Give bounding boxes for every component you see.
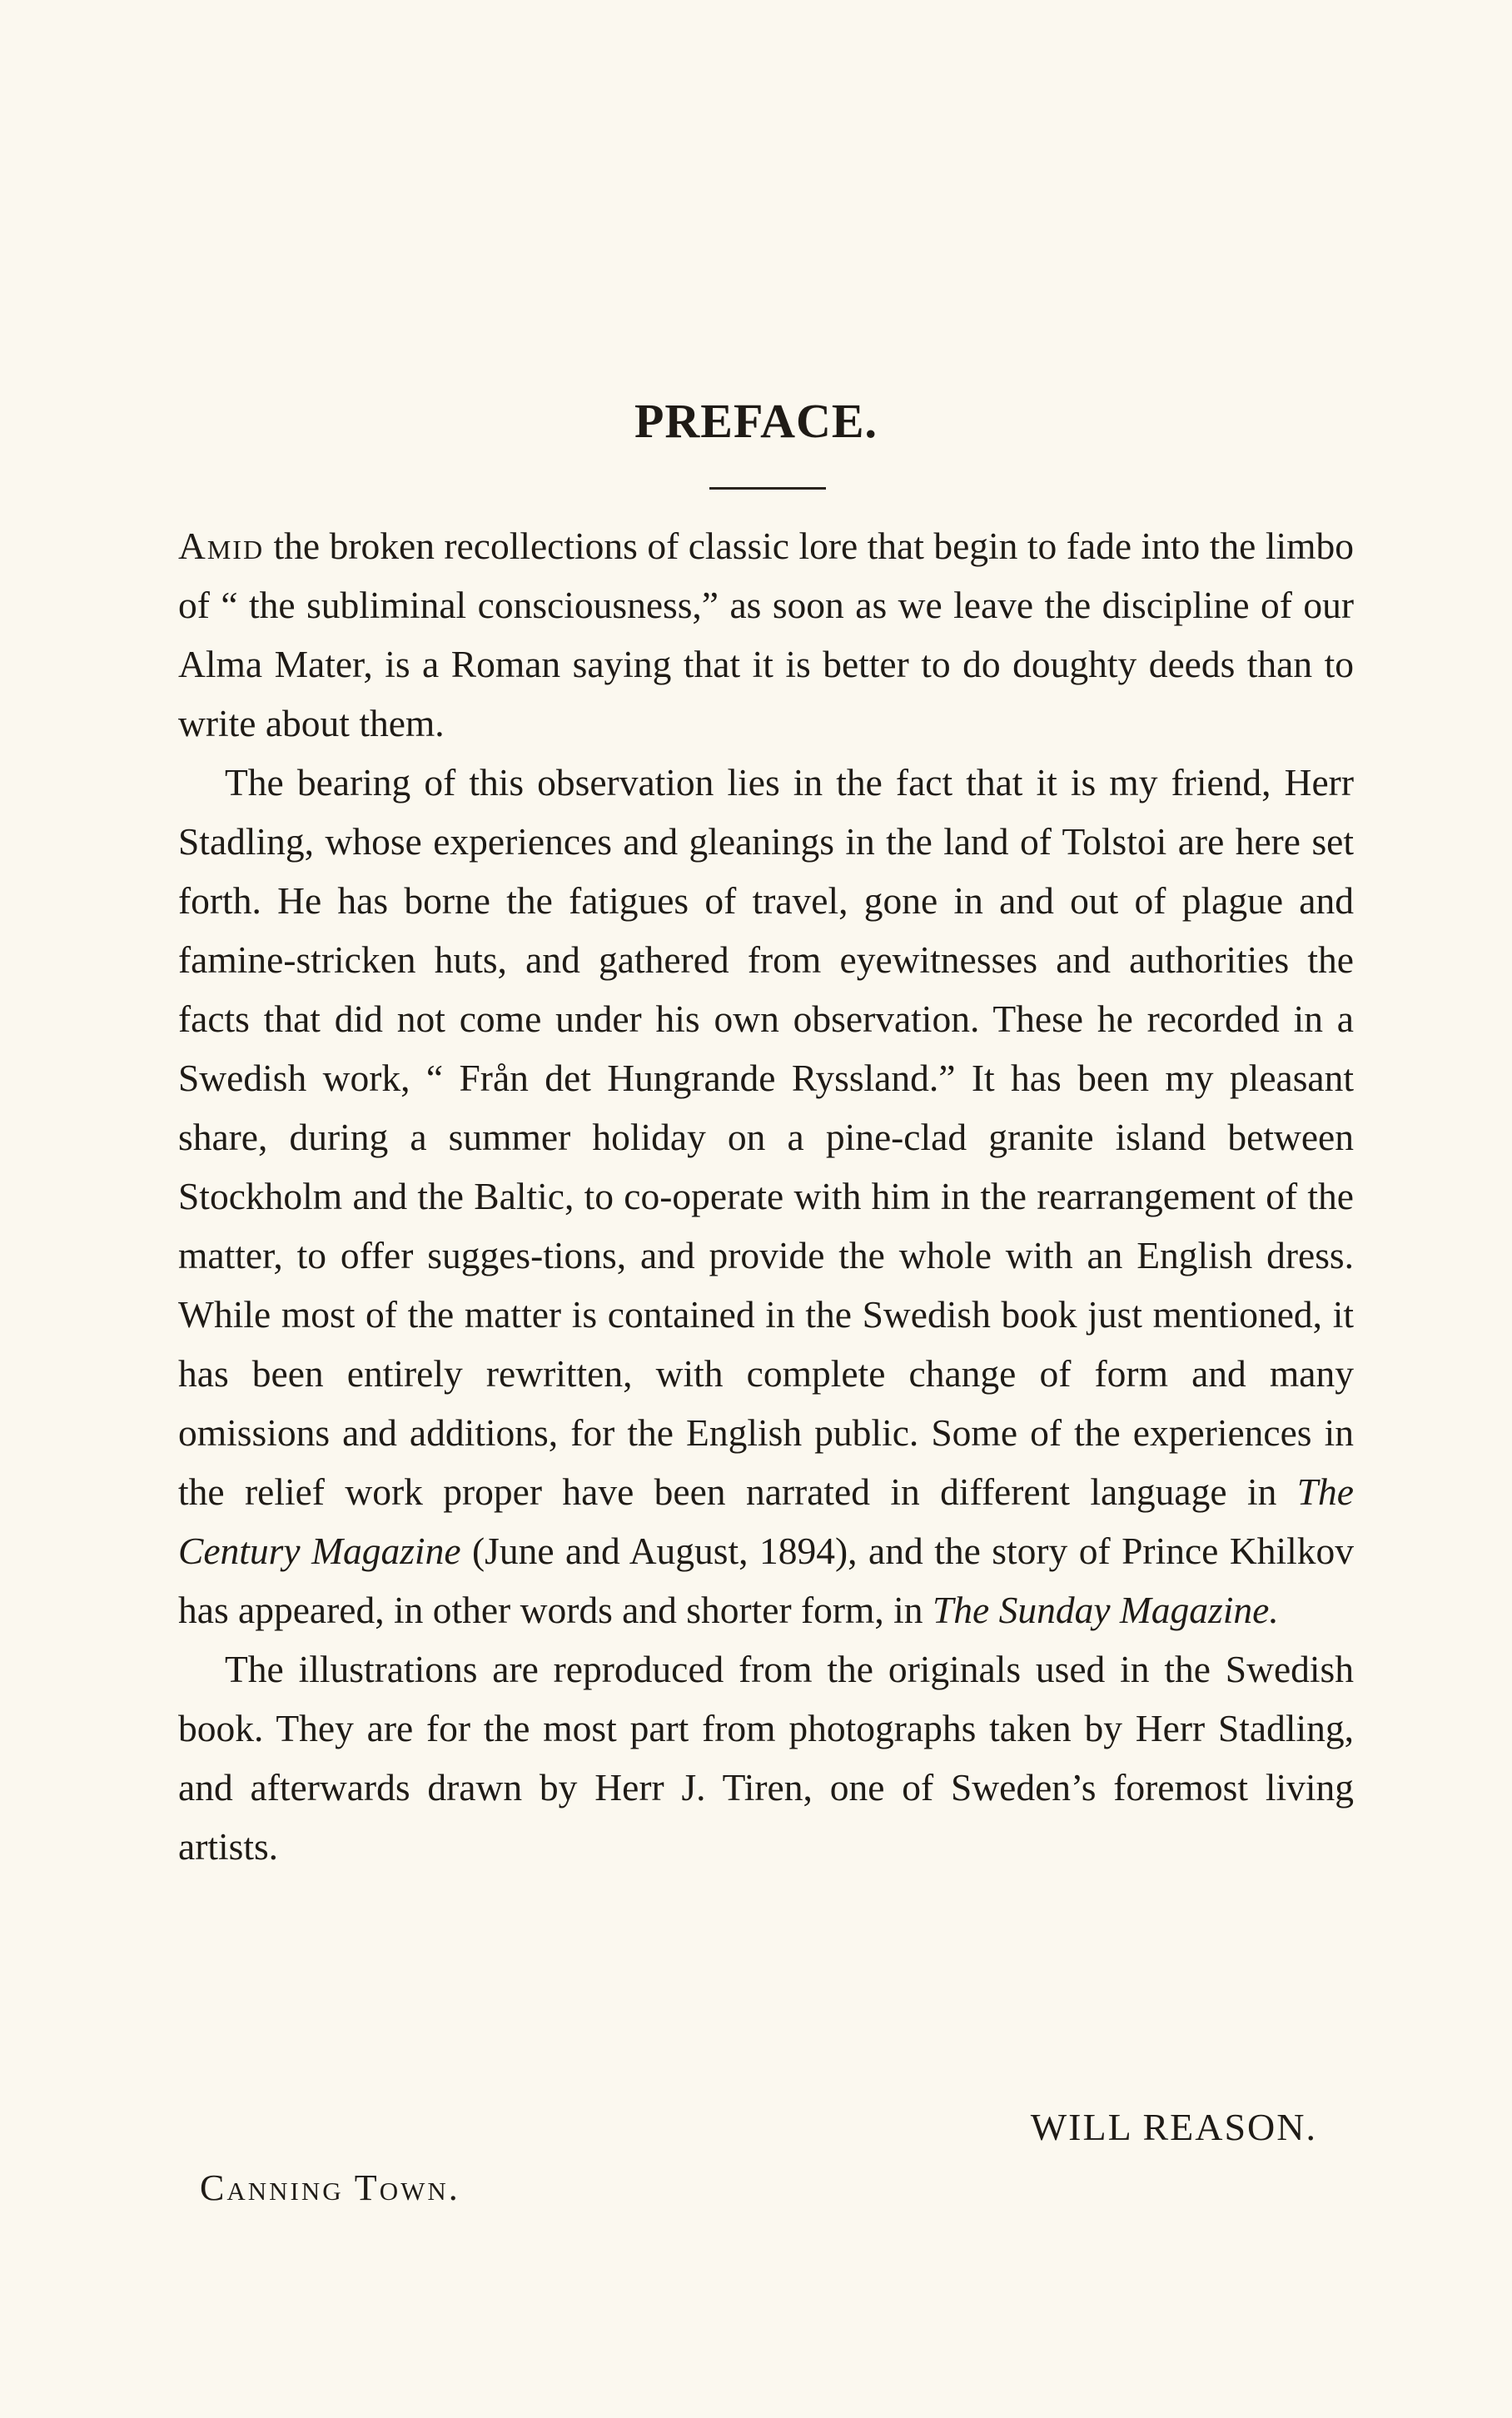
paragraph-2-text-part-2: (June and August, 1894), and the story of Prince Khilkov has appeared, in other words and shorter form, in	[178, 1530, 1354, 1631]
signature: WILL REASON.	[1030, 2106, 1317, 2148]
opening-word: Amid	[178, 525, 265, 567]
paragraph-3	[178, 1639, 1354, 1876]
paragraph-2-text-part-1: The bearing of this observation lies in the fact that it is my friend, Herr Stadling, whose experiences and gleanings in the land of Tolstoi are here set forth. He has borne the fatigues of travel, gone in and out of plague and famine-stricken huts, and gathered from eyewitnesses and authorities the facts that did not come under his own observation. These he recorded in a Swedish work, “ Från det Hungrande Ryssland.” It has been my pleasant share, during a summer holiday on a pine-clad granite island between Stockholm and the Baltic, to co-operate with him in the rearrangement of the matter, to offer sugges-tions, and provide the whole with an English dress. While most of the matter is contained in the Swedish book just mentioned, it has been entirely rewritten, with complete change of form and many omissions and additions, for the English public. Some of the experiences in the relief work proper have been narrated in different language in	[178, 761, 1354, 1513]
sunday-magazine-title: The Sunday Magazine.	[932, 1589, 1279, 1631]
preface-text	[178, 516, 1354, 1876]
century-magazine-title: The Century Magazine	[178, 1470, 1354, 1572]
place-name: Canning Town.	[200, 2167, 460, 2208]
title-rule	[709, 487, 826, 490]
paragraph-1-text: the broken recollections of classic lore that begin to fade into the limbo of “ the subliminal consciousness,” as soon as we leave the discipline of our Alma Mater, is a Roman saying that it is better to do doughty deeds than to write about them.	[178, 525, 1354, 744]
page-title: PREFACE.	[634, 394, 878, 448]
paragraph-1	[178, 516, 1354, 753]
paragraph-3-text: The illustrations are reproduced from the originals used in the Swedish book. They are for the most part from photographs taken by Herr Stadling, and afterwards drawn by Herr J. Tiren, one of Sweden’s foremost living artists.	[178, 1648, 1354, 1868]
paragraph-2	[178, 753, 1354, 1639]
